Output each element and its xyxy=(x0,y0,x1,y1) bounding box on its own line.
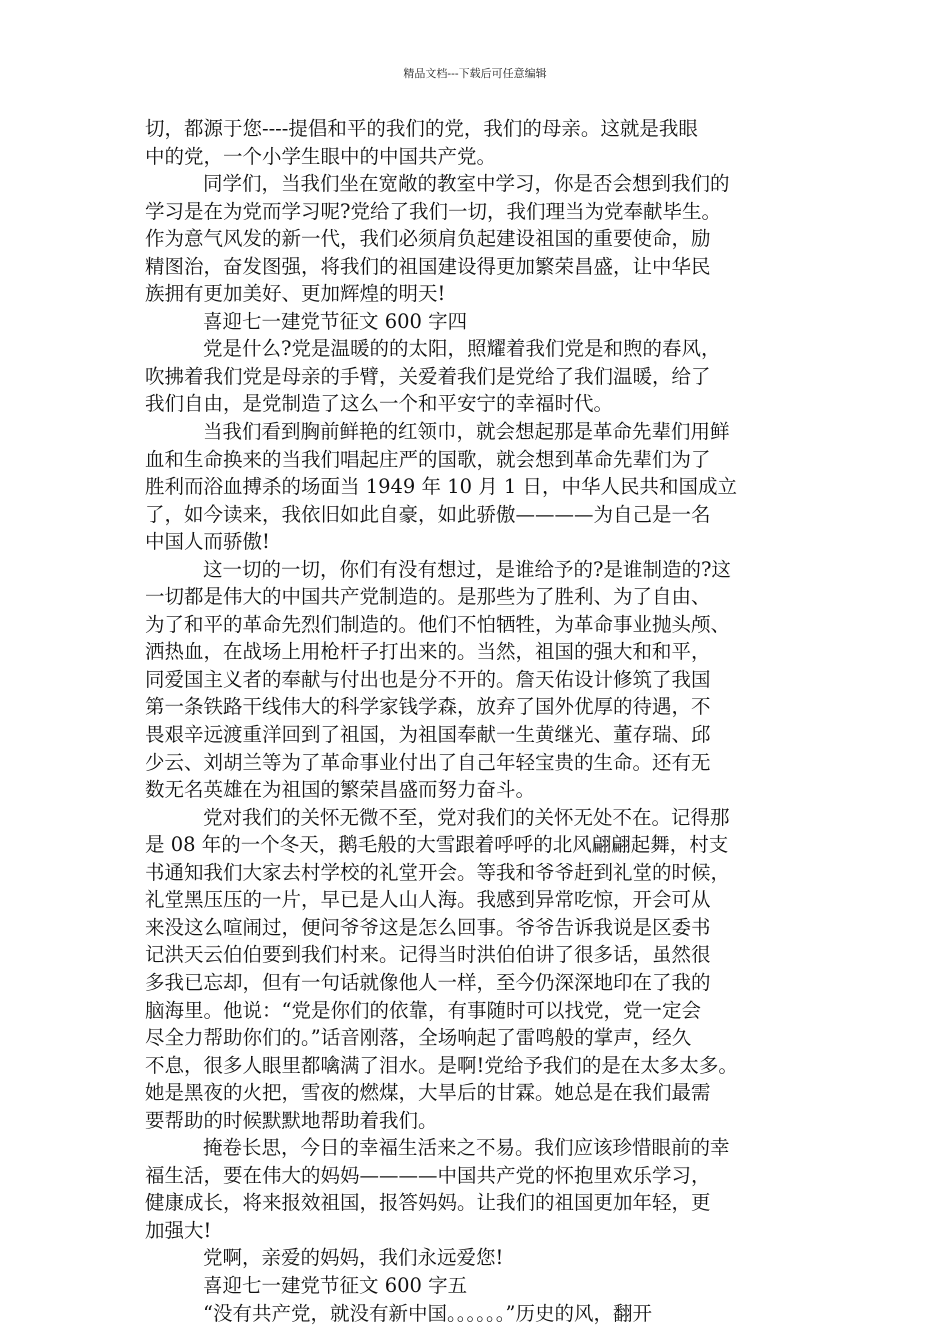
text-line: 脑海里。他说：“党是你们的依靠，有事随时可以找党，党一定会 xyxy=(145,998,701,1022)
text-line: “没有共产党，就没有新中国。。。。。。”历史的风，翻开 xyxy=(203,1301,652,1325)
text-line: 记洪天云伯伯要到我们村来。记得当时洪伯伯讲了很多话，虽然很 xyxy=(145,943,711,967)
page-header: 精品文档---下载后可任意编辑 xyxy=(403,67,547,80)
text-line: 这一切的一切，你们有没有想过，是谁给予的?是谁制造的?这 xyxy=(203,557,731,581)
text-line: 切，都源于您----提倡和平的我们的党，我们的母亲。这就是我眼 xyxy=(145,117,698,140)
text-line: 学习是在为党而学习呢?党给了我们一切，我们理当为党奉献毕生。 xyxy=(145,199,721,223)
text-line: 作为意气风发的新一代，我们必须肩负起建设祖国的重要使命，励 xyxy=(145,227,711,251)
text-line: 她是黑夜的火把，雪夜的燃煤，大旱后的甘霖。她总是在我们最需 xyxy=(145,1081,711,1105)
text-line: 少云、刘胡兰等为了革命事业付出了自己年轻宝贵的生命。还有无 xyxy=(145,750,711,774)
text-line: 要帮助的时候默默地帮助着我们。 xyxy=(145,1108,438,1132)
text-line: 加强大! xyxy=(145,1218,212,1242)
text-line: 掩卷长思，今日的幸福生活来之不易。我们应该珍惜眼前的幸 xyxy=(203,1136,730,1160)
text-line: 胜利而浴血搏杀的场面当 1949 年 10 月 1 日，中华人民共和国成立 xyxy=(145,475,738,499)
text-line: 数无名英雄在为祖国的繁荣昌盛而努力奋斗。 xyxy=(145,778,536,802)
text-line: 当我们看到胸前鲜艳的红领巾，就会想起那是革命先辈们用鲜 xyxy=(203,420,730,444)
text-line: 族拥有更加美好、更加辉煌的明天! xyxy=(145,282,446,306)
text-line: 同学们，当我们坐在宽敞的教室中学习，你是否会想到我们的 xyxy=(203,172,730,196)
text-line: 了，如今读来，我依旧如此自豪，如此骄傲————为自己是一名 xyxy=(145,502,711,526)
document-body xyxy=(145,115,810,1327)
text-line: 一切都是伟大的中国共产党制造的。是那些为了胜利、为了自由、 xyxy=(145,585,711,609)
text-line: 党啊，亲爱的妈妈，我们永远爱您! xyxy=(203,1246,504,1270)
text-line: 血和生命换来的当我们唱起庄严的国歌，就会想到革命先辈们为了 xyxy=(145,447,711,471)
text-line: 不息，很多人眼里都噙满了泪水。是啊!党给予我们的是在太多太多。 xyxy=(145,1053,738,1077)
text-line: 中国人而骄傲! xyxy=(145,530,270,554)
text-line: 中的党，一个小学生眼中的中国共产党。 xyxy=(145,144,497,168)
text-line: 洒热血，在战场上用枪杆子打出来的。当然，祖国的强大和和平， xyxy=(145,640,711,664)
text-line: 健康成长，将来报效祖国，报答妈妈。让我们的祖国更加年轻，更 xyxy=(145,1191,711,1215)
text-line: 福生活，要在伟大的妈妈————中国共产党的怀抱里欢乐学习， xyxy=(145,1163,711,1187)
text-line: 书通知我们大家去村学校的礼堂开会。等我和爷爷赶到礼堂的时候， xyxy=(145,860,731,884)
text-line: 精图治，奋发图强，将我们的祖国建设得更加繁荣昌盛，让中华民 xyxy=(145,254,711,278)
text-line: 同爱国主义者的奉献与付出也是分不开的。詹天佑设计修筑了我国 xyxy=(145,667,711,691)
text-line: 畏艰辛远渡重洋回到了祖国，为祖国奉献一生黄继光、董存瑞、邱 xyxy=(145,723,711,747)
text-line: 我们自由，是党制造了这么一个和平安宁的幸福时代。 xyxy=(145,392,614,416)
text-line: 来没这么喧闹过，便问爷爷这是怎么回事。爷爷告诉我说是区委书 xyxy=(145,915,711,939)
text-line: 喜迎七一建党节征文 600 字四 xyxy=(203,309,468,333)
text-line: 喜迎七一建党节征文 600 字五 xyxy=(203,1273,468,1297)
text-line: 尽全力帮助你们的。”话音刚落，全场响起了雷鸣般的掌声，经久 xyxy=(145,1026,692,1050)
text-line: 第一条铁路干线伟大的科学家钱学森，放弃了国外优厚的待遇，不 xyxy=(145,695,711,719)
text-line: 吹拂着我们党是母亲的手臂，关爱着我们是党给了我们温暖，给了 xyxy=(145,364,711,388)
text-line: 多我已忘却，但有一句话就像他人一样，至今仍深深地印在了我的 xyxy=(145,970,711,994)
text-line: 党是什么?党是温暖的的太阳，照耀着我们党是和煦的春风， xyxy=(203,337,721,361)
text-line: 是 08 年的一个冬天，鹅毛般的大雪跟着呼呼的北风翩翩起舞，村支 xyxy=(145,833,729,857)
text-line: 礼堂黑压压的一片，早已是人山人海。我感到异常吃惊，开会可从 xyxy=(145,888,711,912)
text-line: 党对我们的关怀无微不至，党对我们的关怀无处不在。记得那 xyxy=(203,805,730,829)
text-line: 为了和平的革命先烈们制造的。他们不怕牺牲，为革命事业抛头颅、 xyxy=(145,612,731,636)
